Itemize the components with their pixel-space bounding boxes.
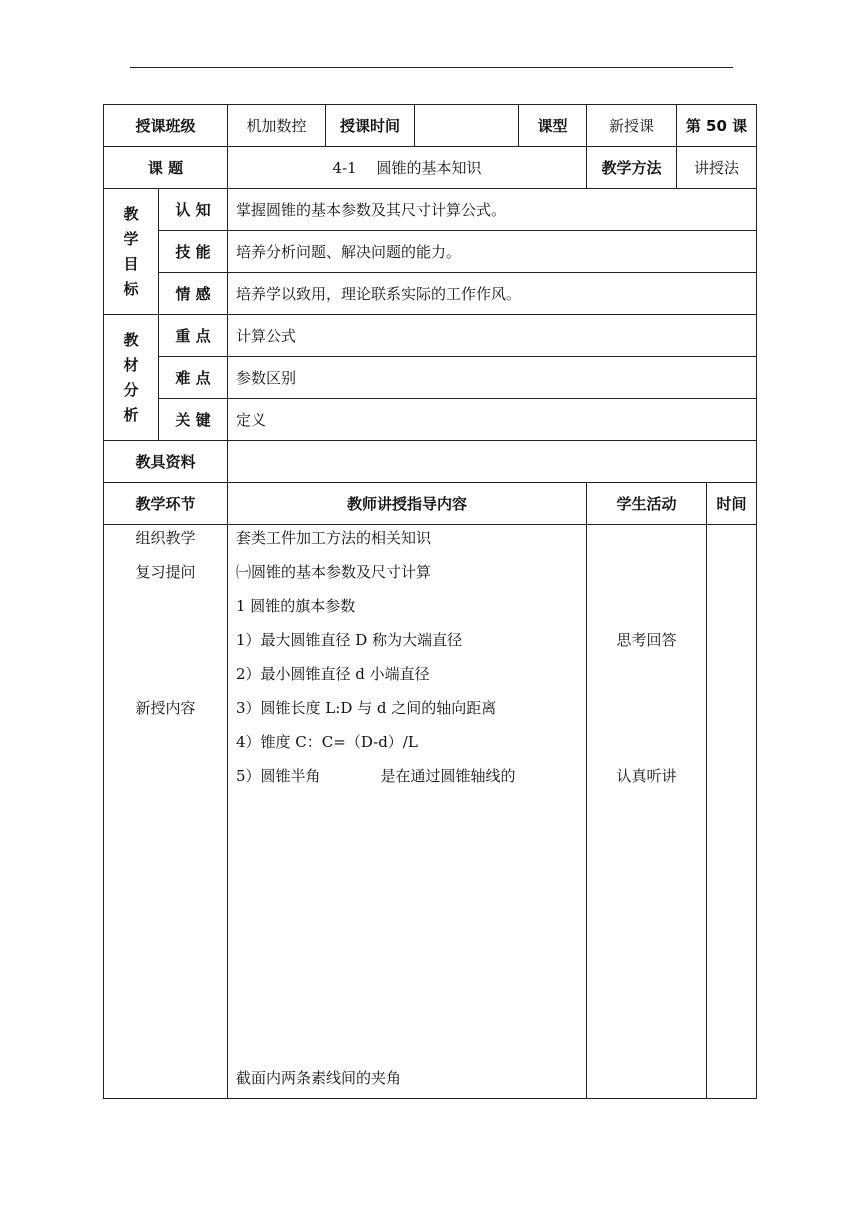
analysis-row bbox=[104, 399, 757, 441]
type-value: 新授课 bbox=[587, 105, 677, 147]
objectives-char: 标 bbox=[123, 279, 139, 298]
time-header: 时间 bbox=[707, 483, 757, 525]
process-body-row bbox=[104, 525, 757, 1099]
analysis-value: 定义 bbox=[228, 399, 757, 441]
class-label: 授课班级 bbox=[104, 105, 228, 147]
stage-item bbox=[104, 629, 227, 663]
stage-item: 组织教学 bbox=[135, 529, 196, 547]
content-line: 4）锥度 C：C=（D-d）/L bbox=[236, 733, 418, 751]
content-line: 套类工件加工方法的相关知识 bbox=[236, 529, 432, 547]
method-label: 教学方法 bbox=[587, 147, 677, 189]
time-column bbox=[707, 525, 757, 1099]
time-label: 授课时间 bbox=[326, 105, 415, 147]
analysis-char: 分 bbox=[123, 380, 139, 399]
content-header: 教师讲授指导内容 bbox=[228, 483, 587, 525]
process-header-row bbox=[104, 483, 757, 525]
analysis-char: 材 bbox=[123, 355, 139, 374]
objective-value: 掌握圆锥的基本参数及其尺寸计算公式。 bbox=[228, 189, 757, 231]
objective-row bbox=[104, 231, 757, 273]
header-rule bbox=[130, 67, 733, 68]
analysis-char: 析 bbox=[123, 405, 139, 424]
student-column bbox=[587, 525, 707, 1099]
header-row bbox=[104, 105, 757, 147]
class-value: 机加数控 bbox=[228, 105, 326, 147]
content-column bbox=[228, 525, 587, 1099]
stage-item bbox=[104, 663, 227, 697]
analysis-row bbox=[104, 315, 757, 357]
content-line: 1 圆锥的旗本参数 bbox=[236, 597, 356, 615]
objective-label: 情 感 bbox=[159, 273, 228, 315]
objective-value: 培养分析问题、解决问题的能力。 bbox=[228, 231, 757, 273]
objectives-char: 目 bbox=[123, 254, 139, 273]
content-line: ㈠圆锥的基本参数及尺寸计算 bbox=[236, 563, 432, 581]
activity-item: 思考回答 bbox=[616, 631, 677, 649]
objective-label: 技 能 bbox=[159, 231, 228, 273]
analysis-value: 参数区别 bbox=[228, 357, 757, 399]
objectives-char: 教 bbox=[123, 204, 139, 223]
materials-label: 教具资料 bbox=[104, 441, 228, 483]
analysis-value: 计算公式 bbox=[228, 315, 757, 357]
type-label: 课型 bbox=[519, 105, 587, 147]
lesson-number: 第 50 课 bbox=[677, 105, 757, 147]
activity-item bbox=[587, 731, 706, 765]
objective-row bbox=[104, 189, 757, 231]
activity-item bbox=[587, 697, 706, 731]
topic-row bbox=[104, 147, 757, 189]
content-line: 3）圆锥长度 L:D 与 d 之间的轴向距离 bbox=[236, 699, 497, 717]
analysis-label: 难 点 bbox=[159, 357, 228, 399]
activity-item bbox=[587, 663, 706, 697]
content-line: 2）最小圆锥直径 d 小端直径 bbox=[236, 665, 430, 683]
analysis-row bbox=[104, 357, 757, 399]
topic-value: 4-1 圆锥的基本知识 bbox=[228, 147, 587, 189]
activity-item bbox=[587, 595, 706, 629]
objective-label: 认 知 bbox=[159, 189, 228, 231]
time-value bbox=[415, 105, 519, 147]
topic-label: 课 题 bbox=[104, 147, 228, 189]
activity-item: 认真听讲 bbox=[616, 767, 677, 785]
method-value: 讲授法 bbox=[677, 147, 757, 189]
analysis-group-label bbox=[104, 315, 159, 441]
materials-value bbox=[228, 441, 757, 483]
stage-column bbox=[104, 525, 228, 1099]
objectives-char: 学 bbox=[123, 229, 139, 248]
lesson-plan-table bbox=[103, 104, 757, 1099]
objectives-group-label bbox=[104, 189, 159, 315]
content-line: 5）圆锥半角 是在通过圆锥轴线的 bbox=[236, 767, 516, 785]
analysis-char: 教 bbox=[123, 330, 139, 349]
analysis-label: 重 点 bbox=[159, 315, 228, 357]
stage-item bbox=[104, 595, 227, 629]
materials-row bbox=[104, 441, 757, 483]
analysis-label: 关 键 bbox=[159, 399, 228, 441]
stage-item: 复习提问 bbox=[135, 563, 196, 581]
stage-item: 新授内容 bbox=[135, 699, 196, 717]
activity-item bbox=[587, 527, 706, 561]
objective-row bbox=[104, 273, 757, 315]
objective-value: 培养学以致用，理论联系实际的工作作风。 bbox=[228, 273, 757, 315]
stage-header: 教学环节 bbox=[104, 483, 228, 525]
student-header: 学生活动 bbox=[587, 483, 707, 525]
content-last-line: 截面内两条素线间的夹角 bbox=[236, 1069, 402, 1087]
content-line: 1）最大圆锥直径 D 称为大端直径 bbox=[236, 631, 463, 649]
activity-item bbox=[587, 561, 706, 595]
